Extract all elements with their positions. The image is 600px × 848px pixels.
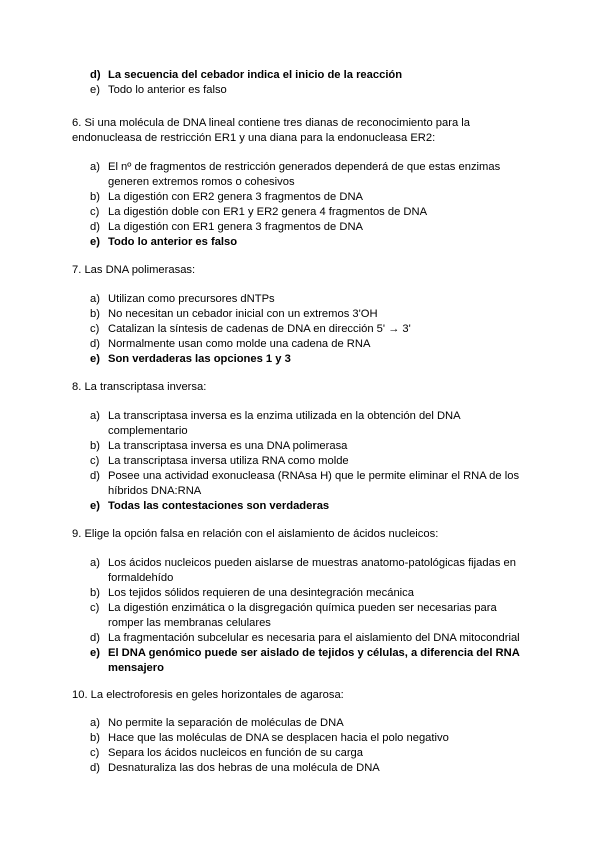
option-text: No necesitan un cebador inicial con un extremos 3'OH	[108, 308, 378, 320]
option-text: La digestión con ER2 genera 3 fragmentos de DNA	[108, 191, 363, 203]
option-e	[90, 352, 532, 367]
option-letter: e)	[90, 647, 100, 659]
option-text: Los ácidos nucleicos pueden aislarse de muestras anatomo-patológicas fijadas en formaldehído	[108, 557, 516, 584]
option-b	[90, 307, 532, 322]
option-letter: e)	[90, 353, 100, 365]
previous-question-options	[90, 68, 532, 98]
option-d	[90, 761, 532, 776]
option-letter: e)	[90, 236, 100, 248]
question-8-stem: 8. La transcriptasa inversa:	[72, 381, 207, 393]
option-text: Todas las contestaciones son verdaderas	[108, 500, 330, 512]
option-text: Normalmente usan como molde una cadena de RNA	[108, 338, 371, 350]
question-6-stem: 6. Si una molécula de DNA lineal contiene tres dianas de reconocimiento para la endonucleasa de restricción ER1 y una diana para la endonucleasa ER2:	[72, 117, 471, 144]
option-b	[90, 731, 532, 746]
option-letter: a)	[90, 557, 100, 569]
option-e	[90, 646, 532, 676]
option-d	[90, 469, 532, 499]
option-text: Posee una actividad exonucleasa (RNAsa H) que le permite eliminar el RNA de los híbridos DNA:RNA	[108, 470, 520, 497]
question-6-options	[90, 160, 532, 250]
option-letter: a)	[90, 161, 100, 173]
option-text: Todo lo anterior es falso	[108, 236, 238, 248]
option-letter: a)	[90, 410, 100, 422]
option-d	[90, 220, 532, 235]
option-e	[90, 83, 532, 98]
option-d	[90, 68, 532, 83]
question-7-stem: 7. Las DNA polimerasas:	[72, 264, 196, 276]
option-letter: d)	[90, 221, 100, 233]
option-letter: b)	[90, 732, 100, 744]
option-text: Todo lo anterior es falso	[108, 84, 227, 96]
option-a	[90, 716, 532, 731]
option-b	[90, 190, 532, 205]
option-letter: d)	[90, 338, 100, 350]
option-letter: b)	[90, 308, 100, 320]
option-letter: d)	[90, 762, 100, 774]
option-text: Los tejidos sólidos requieren de una desintegración mecánica	[108, 587, 414, 599]
option-c	[90, 205, 532, 220]
option-text: Utilizan como precursores dNTPs	[108, 293, 275, 305]
option-letter: c)	[90, 323, 100, 335]
option-letter: c)	[90, 747, 100, 759]
option-letter: c)	[90, 455, 100, 467]
option-letter: b)	[90, 587, 100, 599]
option-text: La transcriptasa inversa utiliza RNA como molde	[108, 455, 349, 467]
option-text: El DNA genómico puede ser aislado de tejidos y células, a diferencia del RNA mensajero	[108, 647, 520, 674]
option-d	[90, 631, 532, 646]
option-letter: d)	[90, 69, 101, 81]
question-7-options	[90, 292, 532, 367]
option-letter: d)	[90, 632, 100, 644]
option-letter: c)	[90, 206, 100, 218]
option-text: Catalizan la síntesis de cadenas de DNA en dirección 5' → 3'	[108, 323, 411, 335]
option-text: La digestión doble con ER1 y ER2 genera 4 fragmentos de DNA	[108, 206, 428, 218]
question-9-stem: 9. Elige la opción falsa en relación con el aislamiento de ácidos nucleicos:	[72, 528, 439, 540]
question-8-options	[90, 409, 532, 514]
option-a	[90, 292, 532, 307]
option-letter: d)	[90, 470, 100, 482]
option-text: La transcriptasa inversa es una DNA polimerasa	[108, 440, 348, 452]
option-letter: a)	[90, 717, 100, 729]
option-text: La transcriptasa inversa es la enzima utilizada en la obtención del DNA complementario	[108, 410, 460, 437]
option-b	[90, 586, 532, 601]
option-c	[90, 746, 532, 761]
option-text: Hace que las moléculas de DNA se desplacen hacia el polo negativo	[108, 732, 449, 744]
option-text: La fragmentación subcelular es necesaria para el aislamiento del DNA mitocondrial	[108, 632, 520, 644]
question-9-options	[90, 556, 532, 676]
option-text: La digestión con ER1 genera 3 fragmentos de DNA	[108, 221, 363, 233]
question-10-options	[90, 716, 532, 776]
option-text: No permite la separación de moléculas de DNA	[108, 717, 344, 729]
option-e	[90, 235, 532, 250]
option-letter: b)	[90, 191, 100, 203]
option-letter: e)	[90, 500, 100, 512]
option-text: La digestión enzimática o la disgregación química pueden ser necesarias para romper las membranas celulares	[108, 602, 497, 629]
option-text: Separa los ácidos nucleicos en función de su carga	[108, 747, 363, 759]
option-a	[90, 160, 532, 190]
option-d	[90, 337, 532, 352]
option-letter: c)	[90, 602, 100, 614]
option-c	[90, 454, 532, 469]
option-text: El nº de fragmentos de restricción generados dependerá de que estas enzimas generen extremos romos o cohesivos	[108, 161, 501, 188]
option-a	[90, 556, 532, 586]
question-10-stem: 10. La electroforesis en geles horizontales de agarosa:	[72, 689, 344, 701]
option-a	[90, 409, 532, 439]
option-text: La secuencia del cebador indica el inicio de la reacción	[108, 69, 403, 81]
option-b	[90, 439, 532, 454]
option-letter: b)	[90, 440, 100, 452]
option-letter: a)	[90, 293, 100, 305]
option-e	[90, 499, 532, 514]
option-text: Son verdaderas las opciones 1 y 3	[108, 353, 291, 365]
option-c	[90, 322, 532, 337]
option-text: Desnaturaliza las dos hebras de una molécula de DNA	[108, 762, 380, 774]
option-letter: e)	[90, 84, 100, 96]
option-c	[90, 601, 532, 631]
